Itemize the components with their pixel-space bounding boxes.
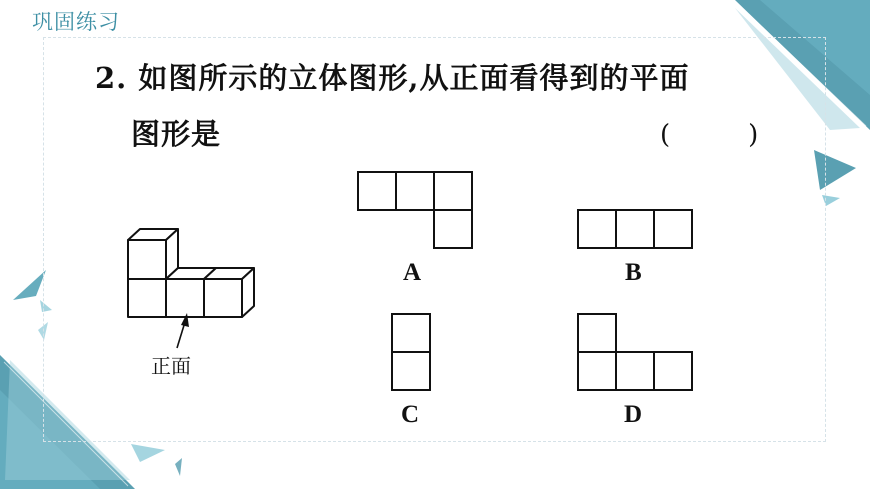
section-title: 巩固练习 bbox=[32, 10, 120, 34]
front-label: 正面 bbox=[151, 354, 191, 378]
answer-blank[interactable]: ( ) bbox=[660, 120, 759, 150]
question-text-line2: 图形是 bbox=[131, 117, 222, 151]
option-a-diagram bbox=[358, 172, 472, 248]
option-a-label[interactable]: A bbox=[403, 259, 422, 286]
solid-figure bbox=[128, 229, 254, 317]
option-c-label[interactable]: C bbox=[401, 401, 420, 428]
front-arrow bbox=[177, 313, 189, 348]
option-b-diagram bbox=[578, 210, 692, 248]
option-d-diagram bbox=[578, 314, 692, 390]
question-text-line1: 2. 如图所示的立体图形,从正面看得到的平面 bbox=[95, 61, 690, 95]
option-c-diagram bbox=[392, 314, 430, 390]
option-b-label[interactable]: B bbox=[625, 259, 642, 286]
option-d-label[interactable]: D bbox=[624, 401, 643, 428]
